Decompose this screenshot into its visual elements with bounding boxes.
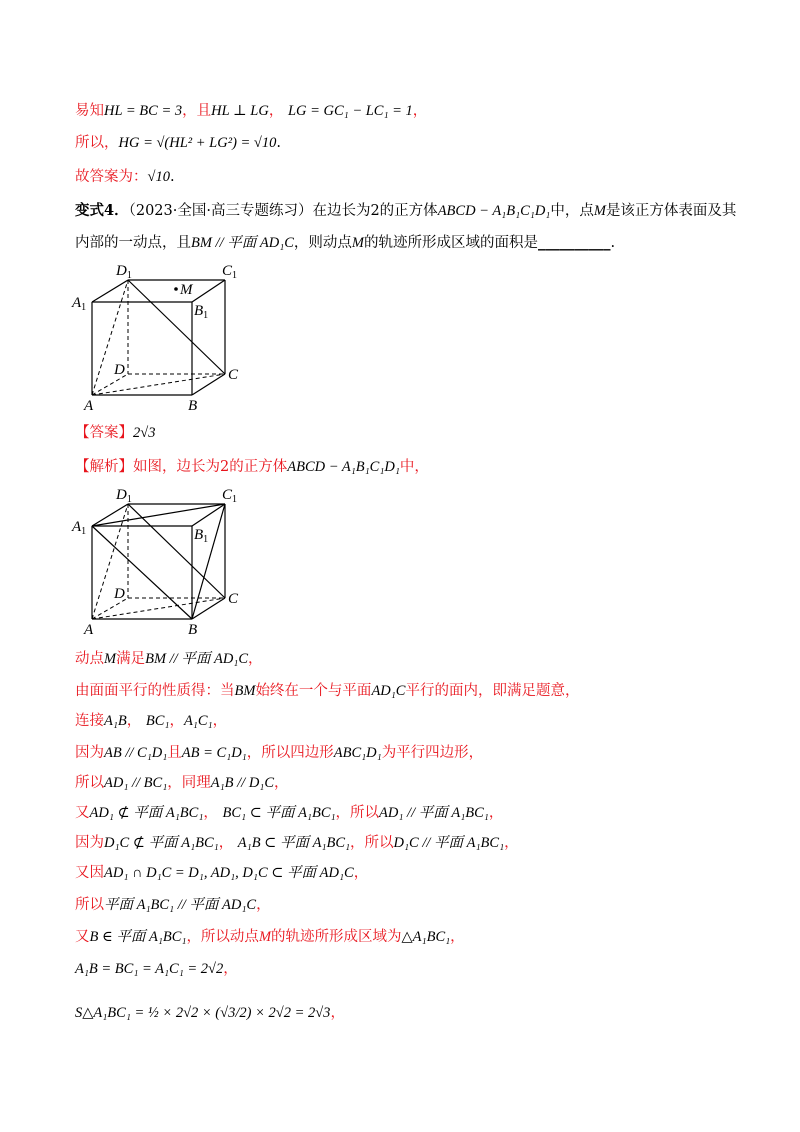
line4-f: 是该正方体表面及其	[605, 203, 737, 219]
edge-B-C	[192, 374, 225, 395]
hidden-A-C	[92, 374, 225, 395]
text-line-18	[75, 958, 238, 980]
line5-b: BM // 平面 AD₁C	[191, 235, 294, 251]
label-B: B	[188, 398, 198, 412]
line14-b: D₁C ⊄ 平面 A₁BC₁	[104, 835, 219, 851]
line6-b: 2√3	[133, 425, 156, 441]
line4-b: （2023·全国·高三专题练习）在边长为2的正方体	[128, 203, 438, 219]
text-line-12	[75, 772, 289, 794]
text-line-15	[75, 862, 368, 884]
label-A: A	[84, 622, 94, 636]
line11-g: 为平行四边形，	[381, 745, 484, 761]
label-C: C	[228, 367, 239, 383]
label-C: C	[228, 591, 239, 607]
text-line-10	[75, 710, 227, 732]
text-line-9	[75, 680, 579, 702]
text-line-14	[75, 832, 519, 854]
line5-a: 内部的一动点，且	[75, 235, 191, 251]
line10-a: 连接	[75, 713, 104, 729]
line11-a: 因为	[75, 745, 104, 761]
line2-c: .	[276, 135, 281, 151]
line14-f: D₁C // 平面 A₁BC₁	[393, 835, 505, 851]
line9-c: 始终在一个与平面	[255, 683, 372, 699]
line3-a: 故答案为：	[75, 169, 148, 185]
label-D: D	[114, 362, 125, 378]
line4-e: M	[593, 203, 606, 219]
line11-d: AB = C₁D₁	[181, 745, 247, 761]
line11-e: ，所以四边形	[246, 745, 334, 761]
line8-d: BM // 平面 AD₁C	[145, 651, 249, 667]
line11-c: 且	[167, 745, 182, 761]
text-line-8	[75, 648, 263, 670]
line14-c: ，	[218, 835, 234, 851]
line9-a: 由面面平行的性质得：当	[75, 683, 235, 699]
line13-a: 又	[75, 805, 90, 821]
text-line-6	[75, 422, 155, 444]
line15-a: 又因	[75, 865, 104, 881]
line17-e: 的轨迹所形成区域为	[271, 929, 402, 945]
line13-b: AD₁ ⊄ 平面 A₁BC₁	[89, 805, 204, 821]
line13-c: ，	[203, 805, 218, 821]
line17-a: 又	[75, 929, 90, 945]
line4-d: 中，点	[550, 203, 594, 219]
text-line-17	[75, 926, 465, 948]
line7-a: 【解析】	[75, 459, 133, 475]
line17-g: ，	[450, 929, 465, 945]
line15-c: ，	[353, 865, 369, 881]
line7-b: 如图，边长为2的正方体	[133, 459, 288, 475]
label-B1: $B_1$	[194, 527, 209, 545]
line4-a: 变式4．	[75, 202, 129, 219]
segment-A1-B	[92, 526, 192, 619]
text-line-1	[75, 100, 427, 122]
line14-d: A₁B ⊂ 平面 A₁BC₁	[237, 835, 351, 851]
line8-c: 满足	[116, 651, 146, 667]
line12-b: AD₁ // BC₁	[104, 775, 168, 791]
label-A: A	[84, 398, 94, 412]
line19-a: S△A₁BC₁ = ½ × 2√2 × (√3/2) × 2√2 = 2√3	[75, 1005, 331, 1021]
line10-d: BC₁	[145, 713, 170, 729]
line10-b: A₁B	[104, 713, 127, 729]
line12-e: ，	[274, 775, 289, 791]
cube-figure-2	[70, 486, 250, 636]
line17-f: △A₁BC₁	[401, 929, 451, 945]
hidden-A-C	[92, 598, 225, 619]
label-B1: $B_1$	[194, 303, 209, 321]
line17-d: M	[258, 929, 272, 945]
line5-g: .	[610, 235, 616, 251]
cube-figure-1	[70, 262, 250, 412]
label-C1: $C_1$	[222, 487, 238, 505]
line4-c: ABCD − A₁B₁C₁D₁	[437, 203, 551, 219]
line1-e: ，	[268, 103, 284, 119]
line10-g: ，	[212, 713, 228, 729]
text-line-5	[75, 232, 615, 254]
line1-c: ，且	[182, 103, 212, 119]
line12-c: ，同理	[167, 775, 211, 791]
label-B: B	[188, 622, 198, 636]
label-D: D	[114, 586, 125, 602]
line17-c: ，所以动点	[186, 929, 259, 945]
line8-b: M	[104, 651, 117, 667]
text-line-11	[75, 742, 483, 764]
label-A1: $A_1$	[72, 519, 87, 537]
line10-c: ，	[126, 713, 142, 729]
line18-a: A₁B = BC₁ = A₁C₁ = 2√2	[75, 961, 224, 977]
line5-c: ，则动点	[293, 235, 352, 251]
line1-b: HL = BC = 3	[104, 103, 183, 119]
point-M	[174, 287, 178, 291]
line6-a: 【答案】	[75, 425, 133, 441]
line9-e: 平行的面内，即满足题意，	[405, 683, 580, 699]
line8-e: ，	[248, 651, 263, 667]
line19-b: ，	[330, 1005, 345, 1021]
line12-a: 所以	[75, 775, 104, 791]
edge-B1-C1	[192, 280, 225, 302]
label-C1: $C_1$	[222, 263, 238, 281]
line3-b: √10	[147, 169, 170, 185]
line2-a: 所以，	[75, 135, 119, 151]
line16-b: 平面 A₁BC₁ // 平面 AD₁C	[104, 897, 257, 913]
line13-f: AD₁ // 平面 A₁BC₁	[379, 805, 489, 821]
line13-d: BC₁ ⊂ 平面 A₁BC₁	[222, 805, 336, 821]
line13-e: ，所以	[335, 805, 380, 821]
line8-a: 动点	[75, 651, 104, 667]
text-line-3	[75, 166, 175, 188]
line7-c: ABCD − A₁B₁C₁D₁	[287, 459, 400, 475]
line11-f: ABC₁D₁	[333, 745, 382, 761]
line11-b: AB // C₁D₁	[104, 745, 168, 761]
label-D1: $D_1$	[116, 487, 132, 505]
text-line-4	[75, 200, 736, 222]
line1-f: LG = GC₁ − LC₁ = 1	[287, 103, 413, 119]
line9-d: AD₁C	[371, 683, 406, 699]
line9-b: BM	[234, 683, 256, 699]
line16-a: 所以	[75, 897, 104, 913]
text-line-2	[75, 132, 281, 154]
line15-b: AD₁ ∩ D₁C = D₁, AD₁, D₁C ⊂ 平面 AD₁C	[104, 865, 354, 881]
text-line-16	[75, 894, 271, 916]
line1-a: 易知	[75, 103, 104, 119]
line2-b: HG = √(HL² + LG²) = √10	[118, 135, 277, 151]
label-M: M	[180, 282, 193, 298]
line14-a: 因为	[75, 835, 104, 851]
text-line-7	[75, 456, 429, 478]
line16-c: ，	[256, 897, 271, 913]
line13-g: ，	[488, 805, 504, 821]
line12-d: A₁B // D₁C	[210, 775, 274, 791]
label-A1: $A_1$	[72, 295, 87, 313]
answer-blank: __________	[538, 234, 611, 251]
line1-d: HL ⊥ LG	[211, 103, 269, 119]
line10-e: ，	[169, 713, 184, 729]
line18-b: ，	[223, 961, 238, 977]
line10-f: A₁C₁	[183, 713, 213, 729]
line1-g: ，	[412, 103, 428, 119]
line3-c: .	[169, 169, 175, 185]
line14-e: ，所以	[350, 835, 394, 851]
line14-g: ，	[504, 835, 519, 851]
line5-d: M	[351, 235, 365, 251]
text-line-19	[75, 1002, 345, 1024]
line17-b: B ∈ 平面 A₁BC₁	[89, 929, 187, 945]
line5-e: 的轨迹所形成区域的面积是	[364, 235, 539, 251]
text-line-13	[75, 802, 503, 824]
diag-D1-C	[128, 280, 225, 374]
line7-d: 中，	[399, 459, 429, 475]
label-D1: $D_1$	[116, 263, 132, 281]
segment-A1-C1	[92, 504, 225, 526]
